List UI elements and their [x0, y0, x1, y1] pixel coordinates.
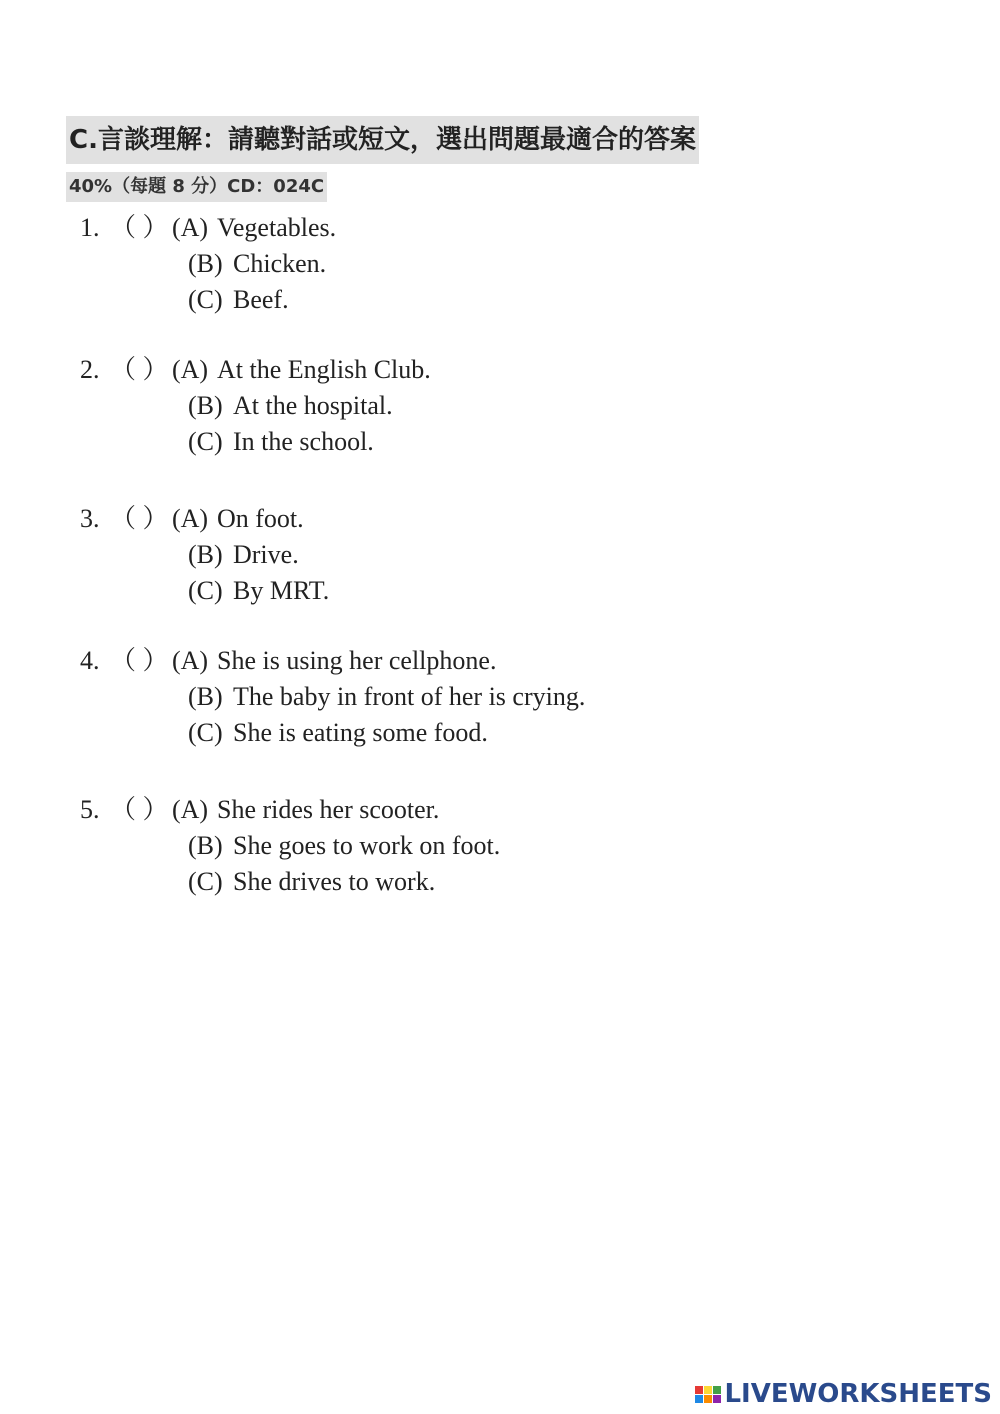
- option-label: (B): [188, 391, 223, 420]
- question-3: [80, 501, 780, 609]
- question-number: 3.: [80, 504, 100, 533]
- question-2-option-b: [80, 388, 780, 424]
- option-label: (C): [188, 285, 223, 314]
- answer-blank[interactable]: （ ）: [110, 795, 169, 824]
- option-label: (A): [172, 355, 209, 384]
- question-1-option-b: [80, 246, 780, 282]
- option-label: (C): [188, 427, 223, 456]
- logo-square: [713, 1395, 721, 1403]
- question-number: 1.: [80, 213, 100, 242]
- option-text: Vegetables.: [217, 213, 337, 242]
- answer-blank[interactable]: （ ）: [110, 213, 169, 242]
- section-subtitle: 40%（每題 8 分）CD：024C: [66, 172, 327, 202]
- question-3-option-b: [80, 537, 780, 573]
- question-5-option-a: [80, 792, 780, 828]
- option-text: She rides her scooter.: [217, 795, 440, 824]
- answer-blank[interactable]: （ ）: [110, 646, 169, 675]
- option-label: (B): [188, 682, 223, 711]
- logo-square: [695, 1386, 703, 1394]
- question-2: [80, 352, 780, 460]
- option-text: She is using her cellphone.: [217, 646, 497, 675]
- question-number: 2.: [80, 355, 100, 384]
- option-label: (B): [188, 249, 223, 278]
- question-4: [80, 643, 780, 751]
- option-text: At the English Club.: [217, 355, 431, 384]
- logo-text: LIVEWORKSHEETS: [724, 1379, 992, 1409]
- question-1: [80, 210, 780, 318]
- option-label: (A): [172, 646, 209, 675]
- option-text: On foot.: [217, 504, 304, 533]
- logo-square: [704, 1395, 712, 1403]
- question-3-option-c: [80, 573, 780, 609]
- option-label: (A): [172, 213, 209, 242]
- logo-square: [695, 1395, 703, 1403]
- option-label: (C): [188, 867, 223, 896]
- option-label: (C): [188, 576, 223, 605]
- section-title: C.言談理解：請聽對話或短文，選出問題最適合的答案: [66, 116, 699, 164]
- option-label: (C): [188, 718, 223, 747]
- option-text: She drives to work.: [233, 867, 436, 896]
- question-4-option-c: [80, 715, 780, 751]
- question-5-option-b: [80, 828, 780, 864]
- option-text: At the hospital.: [233, 391, 393, 420]
- question-2-option-c: [80, 424, 780, 460]
- option-text: The baby in front of her is crying.: [233, 682, 586, 711]
- option-text: She goes to work on foot.: [233, 831, 501, 860]
- option-text: By MRT.: [233, 576, 330, 605]
- question-4-option-a: [80, 643, 780, 679]
- question-2-option-a: [80, 352, 780, 388]
- question-4-option-b: [80, 679, 780, 715]
- option-text: Chicken.: [233, 249, 327, 278]
- question-3-option-a: [80, 501, 780, 537]
- question-number: 5.: [80, 795, 100, 824]
- answer-blank[interactable]: （ ）: [110, 504, 169, 533]
- question-1-option-c: [80, 282, 780, 318]
- question-1-option-a: [80, 210, 780, 246]
- option-label: (B): [188, 540, 223, 569]
- answer-blank[interactable]: （ ）: [110, 355, 169, 384]
- liveworksheets-logo[interactable]: [695, 1376, 992, 1412]
- option-text: Beef.: [233, 285, 289, 314]
- option-label: (A): [172, 795, 209, 824]
- option-text: Drive.: [233, 540, 299, 569]
- question-number: 4.: [80, 646, 100, 675]
- option-text: In the school.: [233, 427, 374, 456]
- logo-square: [713, 1386, 721, 1394]
- option-label: (B): [188, 831, 223, 860]
- option-text: She is eating some food.: [233, 718, 488, 747]
- liveworksheets-logo-icon: [695, 1386, 721, 1403]
- option-label: (A): [172, 504, 209, 533]
- question-5: [80, 792, 780, 900]
- logo-square: [704, 1386, 712, 1394]
- question-5-option-c: [80, 864, 780, 900]
